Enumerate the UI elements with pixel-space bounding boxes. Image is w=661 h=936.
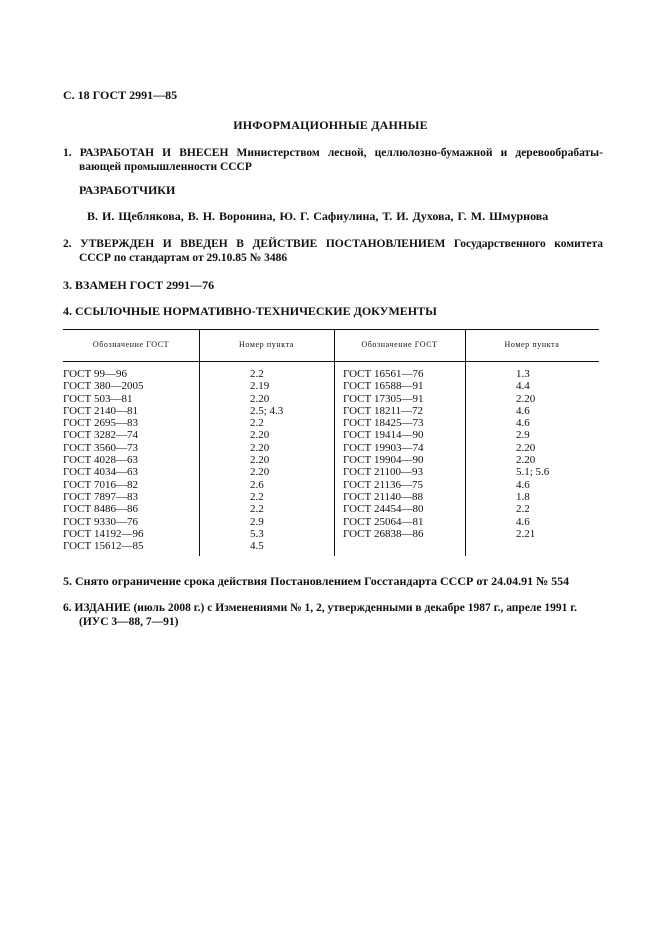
table-column-right-gost	[343, 368, 423, 540]
table-column-right-item	[516, 368, 549, 540]
section-1-line-1: 1. РАЗРАБОТАН И ВНЕСЕН Министерством лесной, целлюлозно-бумажной и деревообрабаты-	[63, 147, 603, 159]
table-cell: 2.20	[250, 454, 270, 467]
table-cell: ГОСТ 21100—93	[343, 466, 424, 479]
table-cell: 2.20	[516, 392, 536, 405]
table-cell: 5.1; 5.6	[516, 466, 550, 479]
section-4: 4. ССЫЛОЧНЫЕ НОРМАТИВНО-ТЕХНИЧЕСКИЕ ДОКУМЕНТЫ	[63, 304, 437, 318]
table-cell: 2.5; 4.3	[250, 404, 284, 417]
section-2-line-1: 2. УТВЕРЖДЕН И ВВЕДЕН В ДЕЙСТВИЕ ПОСТАНОВЛЕНИЕМ Государственного комитета	[63, 238, 603, 250]
table-cell: 1.3	[516, 368, 530, 380]
table-cell: 2.19	[250, 380, 270, 393]
table-cell: 2.20	[516, 441, 536, 454]
section-6-line-1: 6. ИЗДАНИЕ (июль 2008 г.) с Изменениями № 1, 2, утвержденными в декабре 1987 г., апреле 1991 г.	[63, 602, 578, 614]
table-cell: ГОСТ 3282—74	[63, 429, 138, 442]
table-cell: ГОСТ 7897—83	[63, 490, 138, 503]
table-cell: 2.2	[516, 503, 530, 516]
table-cell: ГОСТ 17305—91	[343, 392, 424, 405]
table-header-designation-left: Обозначение ГОСТ	[92, 340, 170, 349]
table-header-rule	[63, 361, 599, 362]
section-5: 5. Снято ограничение срока действия Постановлением Госстандарта СССР от 24.04.91 № 554	[63, 574, 570, 588]
table-cell: 4.6	[516, 515, 530, 528]
table-cell: 2.2	[250, 503, 264, 516]
table-header-item-right: Номер пункта	[504, 340, 560, 349]
table-cell: ГОСТ 21136—75	[343, 478, 424, 491]
table-cell: 2.20	[250, 429, 270, 442]
table-cell: ГОСТ 26838—86	[343, 527, 424, 540]
table-cell: ГОСТ 18211—72	[343, 404, 424, 417]
table-divider-1	[199, 330, 200, 556]
table-cell: ГОСТ 25064—81	[343, 515, 424, 528]
table-top-rule	[63, 329, 599, 330]
table-cell: 4.6	[516, 478, 530, 491]
table-cell: ГОСТ 8486—86	[63, 503, 138, 516]
table-cell: 4.6	[516, 404, 530, 417]
section-1	[63, 146, 603, 174]
table-cell: 2.20	[250, 466, 270, 479]
table-cell: ГОСТ 2695—83	[63, 417, 138, 430]
table-cell: ГОСТ 99—96	[63, 368, 127, 380]
table-cell: ГОСТ 24454—80	[343, 503, 424, 516]
section-6	[63, 601, 603, 629]
table-cell: ГОСТ 21140—88	[343, 490, 424, 503]
table-header-designation-right: Обозначение ГОСТ	[361, 340, 438, 349]
table-cell: 2.2	[250, 417, 264, 430]
table-divider-3	[465, 330, 466, 556]
table-cell: 4.4	[516, 380, 530, 393]
table-cell: ГОСТ 380—2005	[63, 380, 144, 393]
table-cell: ГОСТ 2140—81	[63, 404, 138, 417]
table-cell: ГОСТ 19903—74	[343, 441, 424, 454]
table-cell: 1.8	[516, 490, 530, 503]
table-cell: ГОСТ 3560—73	[63, 441, 138, 454]
table-cell: 2.9	[516, 429, 530, 442]
table-header-item-left: Номер пункта	[239, 340, 294, 349]
table-cell: 2.6	[250, 478, 264, 491]
table-cell: 2.20	[250, 392, 270, 405]
table-cell: ГОСТ 16588—91	[343, 380, 424, 393]
table-cell: ГОСТ 503—81	[63, 392, 133, 405]
table-cell: ГОСТ 14192—96	[63, 527, 144, 540]
table-column-left-item	[250, 368, 283, 552]
table-cell: 2.20	[250, 441, 270, 454]
table-cell: 2.2	[250, 368, 264, 380]
table-cell: ГОСТ 18425—73	[343, 417, 424, 430]
table-divider-2	[334, 330, 335, 556]
section-2-line-2: СССР по стандартам от 29.10.85 № 3486	[79, 252, 288, 264]
table-cell: 4.6	[516, 417, 530, 430]
developers-names: В. И. Щеблякова, В. Н. Воронина, Ю. Г. Сафиулина, Т. И. Духова, Г. М. Шмурнова	[87, 209, 549, 223]
page-title: ИНФОРМАЦИОННЫЕ ДАННЫЕ	[233, 118, 428, 132]
table-cell: 2.20	[516, 454, 536, 467]
table-cell: ГОСТ 9330—76	[63, 515, 138, 528]
table-cell: ГОСТ 4028—63	[63, 454, 138, 467]
table-cell: 4.5	[250, 540, 264, 553]
section-1-line-2: вающей промышленности СССР	[79, 161, 252, 173]
table-cell: ГОСТ 4034—63	[63, 466, 138, 479]
table-cell: ГОСТ 16561—76	[343, 368, 424, 380]
page-header: С. 18 ГОСТ 2991—85	[63, 88, 178, 102]
table-cell: 2.2	[250, 490, 264, 503]
table-cell: 2.21	[516, 527, 536, 540]
section-6-line-2: (ИУС 3—88, 7—91)	[79, 616, 179, 628]
table-cell: 2.9	[250, 515, 264, 528]
table-cell: ГОСТ 19904—90	[343, 454, 424, 467]
table-cell: 5.3	[250, 527, 264, 540]
developers-heading: РАЗРАБОТЧИКИ	[79, 183, 176, 197]
section-2	[63, 237, 603, 265]
table-column-left-gost	[63, 368, 143, 552]
table-cell: ГОСТ 15612—85	[63, 540, 144, 553]
table-cell: ГОСТ 7016—82	[63, 478, 138, 491]
section-3: 3. ВЗАМЕН ГОСТ 2991—76	[63, 278, 215, 292]
table-cell: ГОСТ 19414—90	[343, 429, 424, 442]
